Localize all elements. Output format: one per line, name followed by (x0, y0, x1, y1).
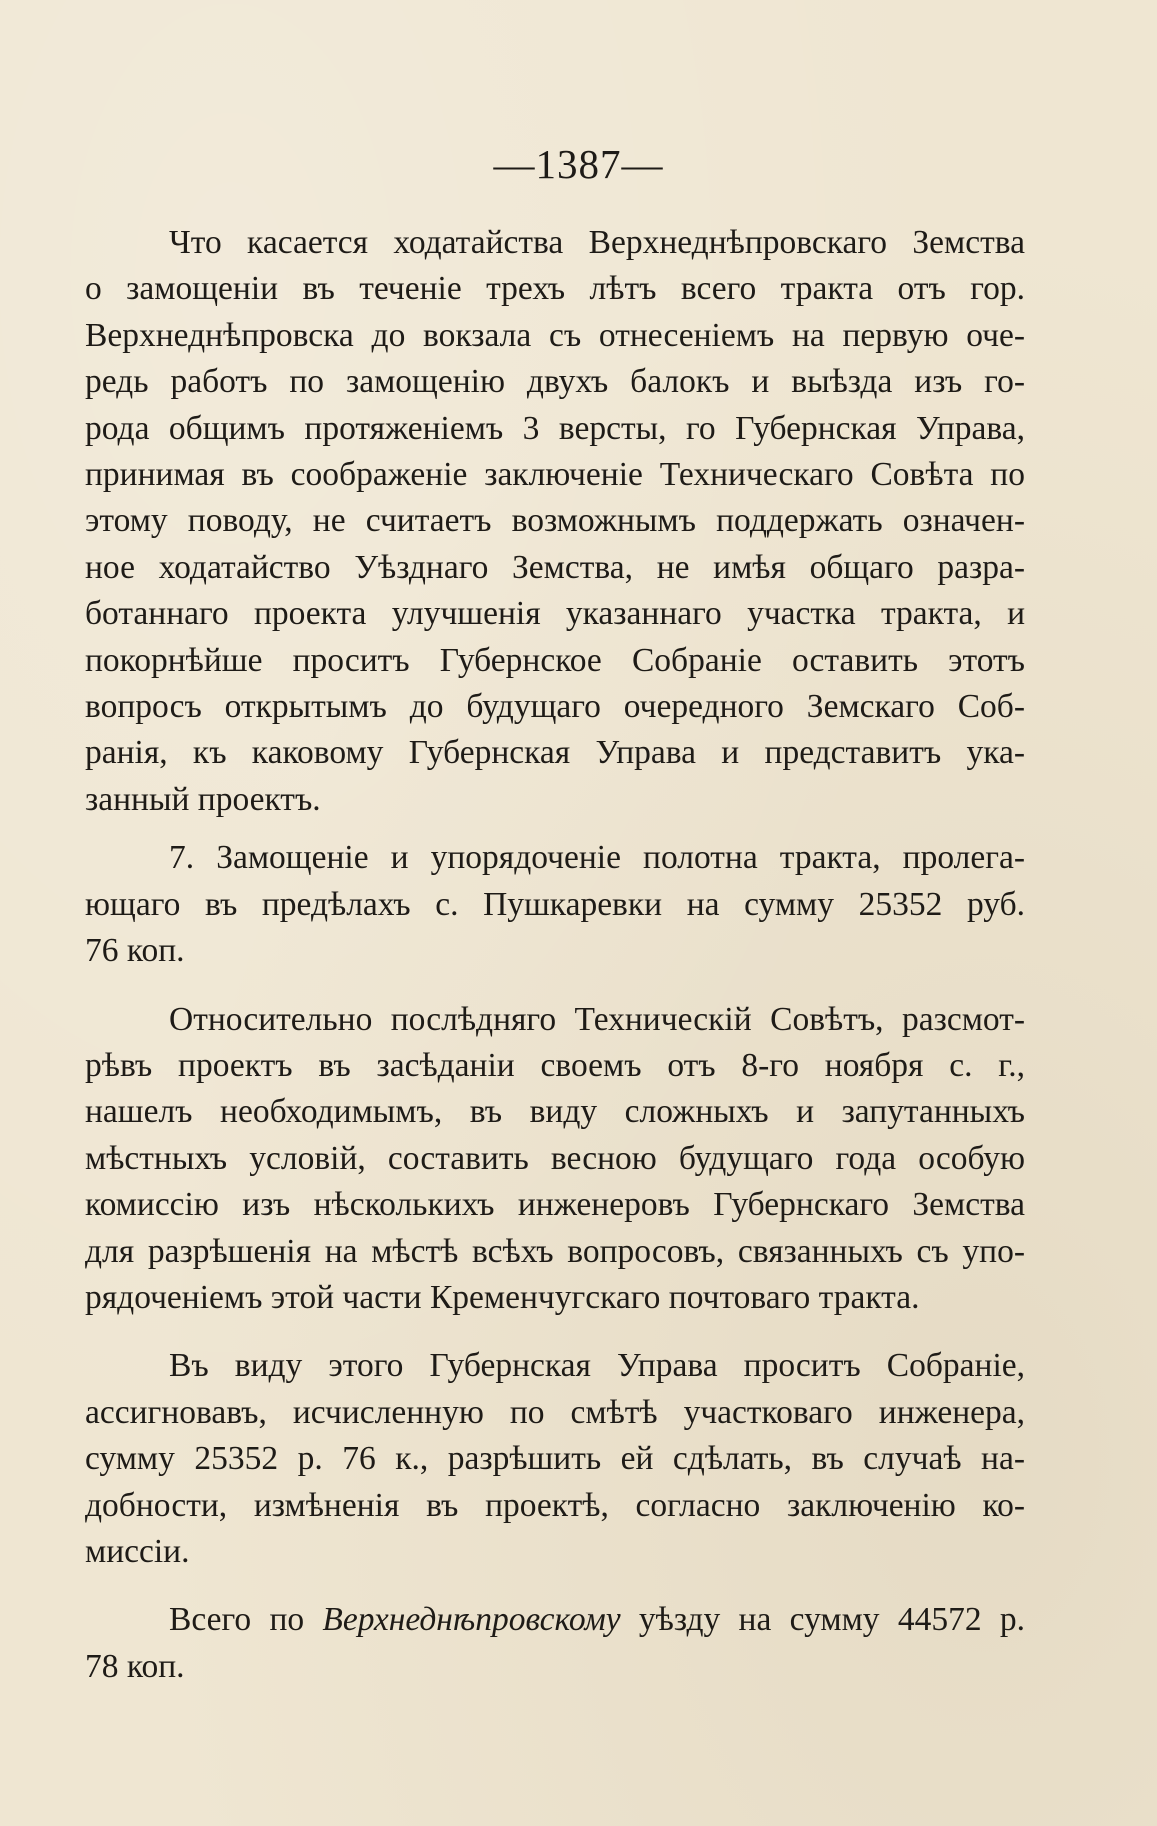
body-text (85, 220, 1025, 1690)
text-line: для разрѣшенія на мѣстѣ всѣхъ вопросовъ, связанныхъ съ упо- (85, 1232, 1025, 1270)
text-line: ющаго въ предѣлахъ с. Пушкаревки на сумму 25352 руб. (85, 885, 1025, 923)
text-line: занный проектъ. (85, 780, 321, 818)
text-line: Верхнеднѣпровска до вокзала съ отнесеніемъ на первую оче- (85, 316, 1025, 354)
text-line: рядоченіемъ этой части Кременчугскаго почтоваго тракта. (85, 1278, 920, 1316)
text-line: 76 коп. (85, 932, 185, 970)
text-line: ранія, къ каковому Губернская Управа и представитъ ука- (85, 734, 1025, 772)
paragraph-zemstvo-petition (85, 220, 1025, 823)
total-prefix: Всего по (169, 1601, 323, 1639)
text-line: редь работъ по замощенію двухъ балокъ и выѣзда изъ го- (85, 363, 1025, 401)
text-line: этому поводу, не считаетъ возможнымъ поддержать означен- (85, 502, 1025, 540)
paragraph-technical-council (85, 997, 1025, 1322)
text-line: нашелъ необходимымъ, въ виду сложныхъ и запутанныхъ (85, 1093, 1025, 1131)
text-line: рода общимъ протяженіемъ 3 версты, го Губернская Управа, (85, 409, 1025, 447)
text-line: Въ виду этого Губернская Управа проситъ Собраніе, (169, 1347, 1025, 1385)
text-line: покорнѣйше проситъ Губернское Собраніе оставить этотъ (85, 641, 1025, 679)
text-line (85, 1597, 1025, 1643)
text-line: сумму 25352 р. 76 к., разрѣшить ей сдѣлать, въ случаѣ на- (85, 1440, 1025, 1478)
text-line: Относительно послѣдняго Техническій Совѣтъ, разсмот- (169, 1000, 1025, 1038)
district-name: Верхнеднѣпровскому (322, 1601, 621, 1639)
text-line: Что касается ходатайства Верхнеднѣпровскаго Земства (169, 224, 1025, 261)
text-line: ассигновавъ, исчисленную по смѣтѣ участковаго инженера, (85, 1393, 1025, 1431)
text-line: вопросъ открытымъ до будущаго очередного Земскаго Соб- (85, 688, 1025, 726)
text-line: 7. Замощеніе и упорядоченіе полотна тракта, пролега- (169, 839, 1025, 877)
paragraph-total (85, 1597, 1025, 1690)
text-line: комиссію изъ нѣсколькихъ инженеровъ Губернскаго Земства (85, 1186, 1025, 1224)
text-line: мѣстныхъ условій, составить весною будущаго года особую (85, 1139, 1025, 1177)
text-line: ботаннаго проекта улучшенія указаннаго участка тракта, и (85, 595, 1025, 633)
text-line: добности, измѣненія въ проектѣ, согласно заключенію ко- (85, 1486, 1025, 1524)
text-line: миссіи. (85, 1532, 190, 1570)
paragraph-item-7 (85, 835, 1025, 974)
text-line: рѣвъ проектъ въ засѣданіи своемъ отъ 8-го ноября с. г., (85, 1046, 1025, 1084)
text-line: о замощеніи въ теченіе трехъ лѣтъ всего тракта отъ гор. (85, 270, 1025, 308)
text-line: ное ходатайство Уѣзднаго Земства, не имѣя общаго разра- (85, 548, 1025, 586)
total-amount: уѣзду на сумму 44572 р. (620, 1601, 1026, 1639)
text-line: 78 коп. (85, 1647, 185, 1685)
paragraph-board-request (85, 1343, 1025, 1575)
text-line: принимая въ соображеніе заключеніе Техническаго Совѣта по (85, 456, 1025, 494)
page-number: —1387— (493, 141, 664, 187)
